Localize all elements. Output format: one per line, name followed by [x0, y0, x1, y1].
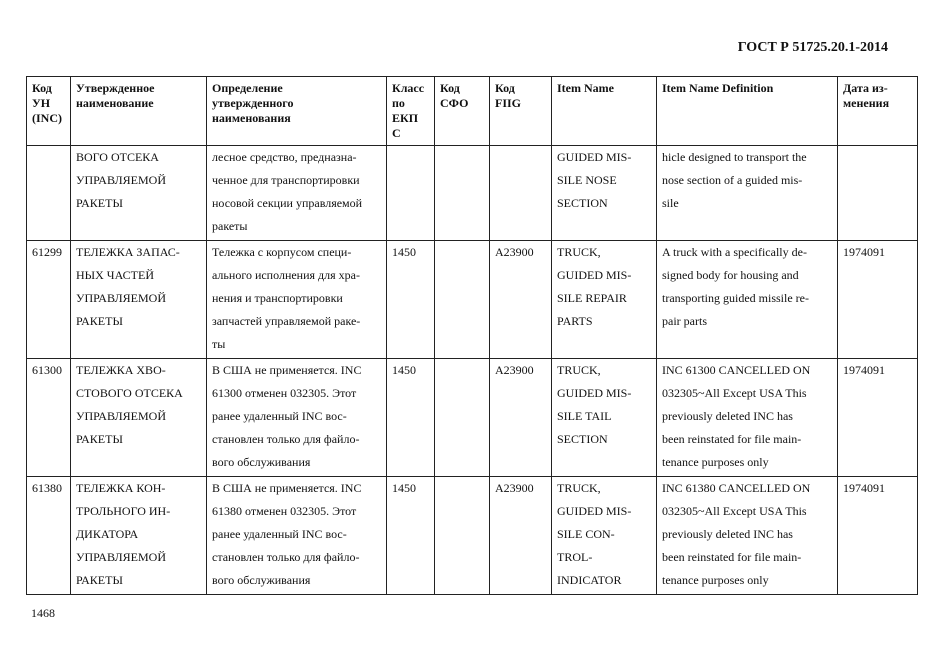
table-row — [27, 241, 918, 359]
col-header-item-definition: Item Name Definition — [657, 77, 838, 146]
cell-name: ВОГО ОТСЕКА УПРАВЛЯЕМОЙ РАКЕТЫ — [71, 146, 207, 241]
cell-definition: лесное средство, предназна- ченное для транспортировки носовой секции управляемой ракеты — [207, 146, 387, 241]
cell-change-date: 1974091 — [838, 359, 918, 477]
col-header-class: Класс по ЕКП С — [387, 77, 435, 146]
cell-sfo — [435, 241, 490, 359]
cell-inc-code: 61299 — [27, 241, 71, 359]
cell-class: 1450 — [387, 241, 435, 359]
cell-item-definition: A truck with a specifically de- signed body for housing and transporting guided missile re- pair parts — [657, 241, 838, 359]
col-header-change-date: Дата из- менения — [838, 77, 918, 146]
cell-inc-code — [27, 146, 71, 241]
cell-fiig: A23900 — [490, 359, 552, 477]
cell-name: ТЕЛЕЖКА ХВО- СТОВОГО ОТСЕКА УПРАВЛЯЕМОЙ РАКЕТЫ — [71, 359, 207, 477]
col-header-inc-code: Код УН (INC) — [27, 77, 71, 146]
cell-item-name: TRUCK, GUIDED MIS- SILE REPAIR PARTS — [552, 241, 657, 359]
table-row — [27, 359, 918, 477]
cell-name: ТЕЛЕЖКА КОН- ТРОЛЬНОГО ИН- ДИКАТОРА УПРАВЛЯЕМОЙ РАКЕТЫ — [71, 477, 207, 595]
cell-definition: В США не применяется. INC 61300 отменен 032305. Этот ранее удаленный INC вос- становлен только для файло- вого обслуживания — [207, 359, 387, 477]
cell-fiig: A23900 — [490, 477, 552, 595]
table-header-row — [27, 77, 918, 146]
cell-inc-code: 61300 — [27, 359, 71, 477]
cell-change-date: 1974091 — [838, 477, 918, 595]
cell-fiig: A23900 — [490, 241, 552, 359]
cell-definition: Тележка с корпусом специ- ального исполнения для хра- нения и транспортировки запчастей управляемой раке- ты — [207, 241, 387, 359]
cell-sfo — [435, 146, 490, 241]
col-header-approved-name: Утвержденное наименование — [71, 77, 207, 146]
col-header-definition: Определение утвержденного наименования — [207, 77, 387, 146]
page-number: 1468 — [31, 606, 55, 620]
cell-item-definition: INC 61380 CANCELLED ON 032305~All Except USA This previously deleted INC has been reinstated for file main- tenance purposes only — [657, 477, 838, 595]
cell-change-date: 1974091 — [838, 241, 918, 359]
cell-sfo — [435, 477, 490, 595]
cell-item-name: TRUCK, GUIDED MIS- SILE CON- TROL- INDICATOR — [552, 477, 657, 595]
cell-definition: В США не применяется. INC 61380 отменен 032305. Этот ранее удаленный INC вос- становлен только для файло- вого обслуживания — [207, 477, 387, 595]
cell-name: ТЕЛЕЖКА ЗАПАС- НЫХ ЧАСТЕЙ УПРАВЛЯЕМОЙ РАКЕТЫ — [71, 241, 207, 359]
inc-table — [26, 76, 918, 595]
cell-item-definition: hicle designed to transport the nose section of a guided mis- sile — [657, 146, 838, 241]
cell-class: 1450 — [387, 477, 435, 595]
cell-item-definition: INC 61300 CANCELLED ON 032305~All Except USA This previously deleted INC has been reinstated for file main- tenance purposes only — [657, 359, 838, 477]
col-header-item-name: Item Name — [552, 77, 657, 146]
standard-header: ГОСТ Р 51725.20.1-2014 — [737, 40, 888, 55]
cell-change-date — [838, 146, 918, 241]
table-row — [27, 477, 918, 595]
table-row — [27, 146, 918, 241]
cell-class — [387, 146, 435, 241]
col-header-sfo: Код СФО — [435, 77, 490, 146]
cell-inc-code: 61380 — [27, 477, 71, 595]
cell-item-name: TRUCK, GUIDED MIS- SILE TAIL SECTION — [552, 359, 657, 477]
col-header-fiig: Код FIIG — [490, 77, 552, 146]
cell-fiig — [490, 146, 552, 241]
cell-sfo — [435, 359, 490, 477]
cell-class: 1450 — [387, 359, 435, 477]
cell-item-name: GUIDED MIS- SILE NOSE SECTION — [552, 146, 657, 241]
